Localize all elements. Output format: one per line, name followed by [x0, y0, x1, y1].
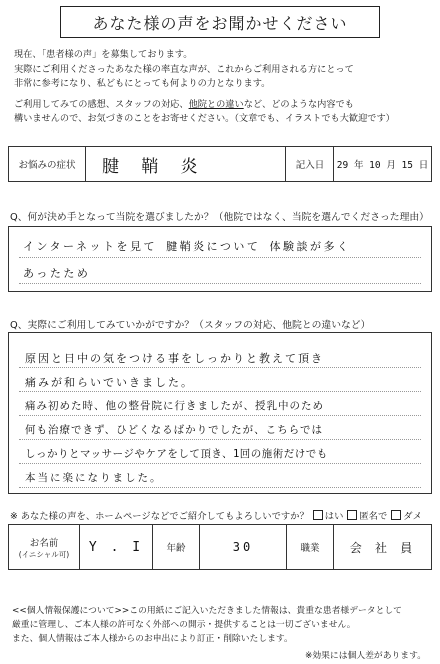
intro-line: 非常に参考になり、私どもにとっても何よりの力となります。 — [14, 78, 271, 89]
intro-line — [14, 98, 429, 113]
ruled-line — [19, 487, 421, 488]
consent-option-label: 匿名で — [359, 511, 388, 522]
ruled-line — [19, 391, 421, 392]
job-label: 職業 — [300, 543, 320, 554]
privacy-notice — [12, 604, 432, 646]
consent-option-label: はい — [324, 511, 344, 522]
intro-underlined-text: 他院との違い — [188, 98, 244, 110]
ruled-line — [19, 257, 421, 258]
symptom-value-cell[interactable] — [86, 147, 286, 181]
consent-row — [10, 508, 422, 522]
consent-question: ※ あなた様の声を、ホームページなどでご紹介してもよろしいですか？ — [10, 511, 309, 522]
age-value: 30 — [232, 540, 254, 554]
q2-answer-line: しっかりとマッサージやケアをして頂き、1回の施術だけでも — [25, 448, 328, 460]
profile-row — [8, 524, 432, 570]
q2-answer-line: 何も治療できず、ひどくなるばかりでしたが、こちらでは — [25, 424, 324, 436]
name-label-cell — [9, 525, 80, 569]
name-label: お名前 — [29, 537, 59, 549]
checkbox-icon — [391, 510, 401, 520]
page-title-text: あなた様の声をお聞かせください — [92, 13, 348, 33]
age-label-cell — [153, 525, 200, 569]
consent-option-yes[interactable] — [313, 508, 344, 522]
intro-line: 現在、「患者様の声」を募集しております。 — [14, 49, 193, 60]
symptom-row — [8, 146, 432, 182]
q2-answer-line: 痛み初めた時、他の整骨院に行きましたが、授乳中のため — [25, 400, 324, 412]
checkbox-icon — [313, 510, 323, 520]
q2-answer-line: 痛みが和らいでいきました。 — [25, 376, 194, 389]
job-label-cell — [287, 525, 334, 569]
symptom-label: お悩みの症状 — [18, 160, 76, 171]
age-label: 年齢 — [166, 543, 186, 554]
effect-disclaimer: ※効果には個人差があります。 — [304, 651, 426, 661]
date-value: 29 年 10 月 15 日 — [336, 160, 429, 171]
q2-answer-box[interactable] — [8, 332, 432, 494]
q2-question: Q、実際にご利用してみていかがですか？（スタッフの対応、他院との違いなど） — [10, 320, 371, 331]
date-label-cell — [287, 147, 334, 181]
ruled-line — [19, 463, 421, 464]
ruled-line — [19, 415, 421, 416]
job-value-cell[interactable] — [334, 525, 431, 569]
page-title — [60, 6, 380, 38]
q1-answer-line: インターネットを見て 腱鞘炎について 体験談が多く — [23, 240, 351, 253]
q1-question: Q、何が決め手となって当院を選びましたか？（他院ではなく、当院を選んでくださった理由） — [10, 212, 429, 223]
ruled-line — [19, 439, 421, 440]
consent-option-no[interactable] — [391, 508, 422, 522]
name-value-cell[interactable] — [80, 525, 153, 569]
consent-option-anonymous[interactable] — [347, 508, 387, 522]
age-value-cell[interactable] — [200, 525, 287, 569]
intro-line-part: ご利用してみての感想、スタッフの対応、 — [14, 98, 189, 110]
q2-answer-line: 本当に楽になりました。 — [25, 472, 163, 484]
intro-line: 構いませんので、お気づきのことをお寄せください。（文章でも、イラストでも大歓迎です） — [14, 113, 395, 124]
symptom-label-cell — [9, 147, 86, 181]
q2-answer-line: 原因と日中の気をつける事をしっかりと教えて頂き — [25, 352, 324, 365]
checkbox-icon — [347, 510, 357, 520]
privacy-line: また、個人情報はご本人様からのお申出により訂正・削除いたします。 — [12, 634, 293, 644]
privacy-line: <<個人情報保護について>>この用紙にご記入いただきました情報は、貴重な患者様データとして — [12, 606, 402, 616]
job-value: 会 社 員 — [349, 540, 416, 555]
symptom-value: 腱 鞘 炎 — [102, 156, 204, 177]
privacy-line: 厳重に管理し、ご本人様の許可なく外部への開示・提供することは一切ございません。 — [12, 620, 356, 630]
ruled-line — [19, 367, 421, 368]
intro-text — [14, 48, 429, 127]
date-label: 記入日 — [295, 160, 325, 171]
intro-line-part: など、どのような内容でも — [243, 98, 354, 110]
ruled-line — [19, 283, 421, 284]
consent-option-label: ダメ — [403, 511, 422, 522]
q1-answer-box[interactable] — [8, 226, 432, 292]
date-value-cell[interactable] — [334, 147, 431, 181]
name-sublabel: (イニシャル可) — [18, 549, 70, 559]
name-value: Y . I — [88, 539, 144, 555]
intro-line: 実際にご利用くださったあなた様の率直な声が、これからご利用される方にとって — [14, 63, 354, 75]
q1-answer-line: あったため — [23, 267, 91, 280]
